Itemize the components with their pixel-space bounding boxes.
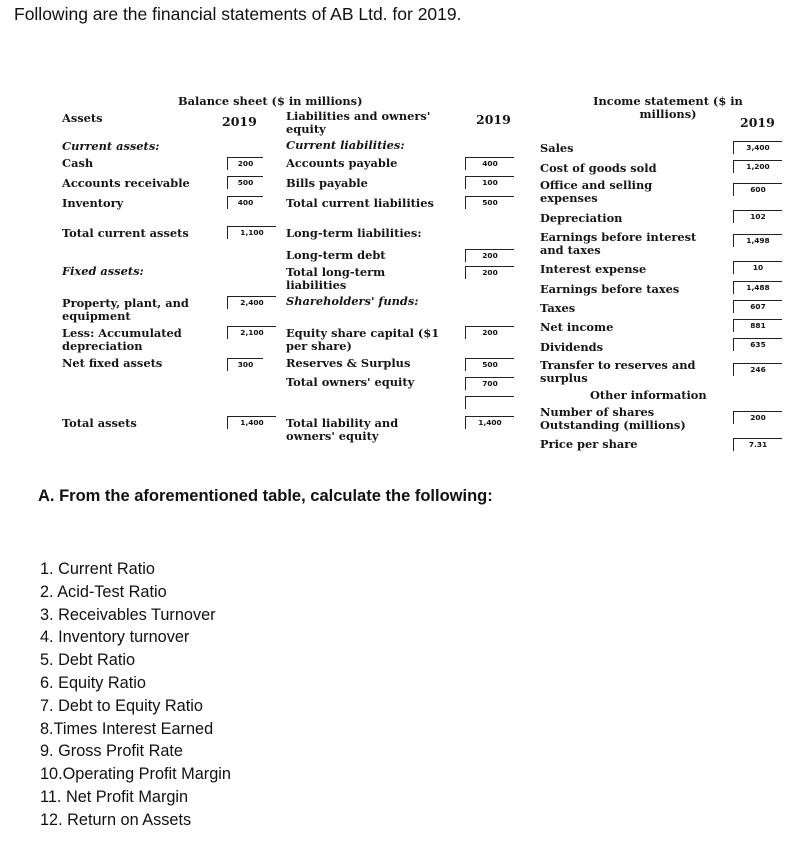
total-liability-equity-value: 1,400 bbox=[465, 416, 514, 429]
depreciation-value: 102 bbox=[733, 210, 782, 223]
total-owners-equity-label: Total owners' equity bbox=[286, 375, 415, 389]
income-statement-year: 2019 bbox=[740, 115, 775, 130]
equity-capital-value: 200 bbox=[465, 326, 514, 339]
inventory-value: 400 bbox=[227, 196, 263, 209]
reserves-value: 500 bbox=[465, 358, 514, 371]
net-income-label: Net income bbox=[540, 320, 614, 334]
total-current-liabilities-value: 500 bbox=[465, 196, 514, 209]
long-term-debt-value: 200 bbox=[465, 249, 514, 262]
task-item: 2. Acid-Test Ratio bbox=[40, 582, 167, 601]
assets-year: 2019 bbox=[222, 114, 257, 129]
net-income-value: 881 bbox=[733, 319, 782, 332]
total-current-assets-label: Total current assets bbox=[62, 226, 189, 240]
liabilities-header: Liabilities and owners' equity bbox=[286, 109, 431, 136]
net-fixed-assets-value: 300 bbox=[227, 358, 263, 371]
ppe-value: 2,400 bbox=[227, 296, 276, 309]
transfer-reserves-value: 246 bbox=[733, 363, 782, 376]
total-owners-equity-value: 700 bbox=[465, 377, 514, 390]
shares-outstanding-value: 200 bbox=[733, 411, 782, 424]
question-heading: A. From the aforementioned table, calculate the following: bbox=[38, 487, 493, 505]
ppe-label: Property, plant, and equipment bbox=[62, 296, 189, 323]
task-item: 12. Return on Assets bbox=[40, 810, 192, 829]
cash-value: 200 bbox=[227, 157, 263, 170]
price-per-share-value: 7.31 bbox=[733, 438, 782, 451]
task-item: 6. Equity Ratio bbox=[40, 673, 146, 692]
task-item: 3. Receivables Turnover bbox=[40, 605, 216, 624]
bills-payable-value: 100 bbox=[465, 176, 514, 189]
total-assets-value: 1,400 bbox=[227, 416, 276, 429]
long-term-liabilities-heading: Long-term liabilities: bbox=[286, 226, 422, 240]
current-assets-heading: Current assets: bbox=[62, 139, 160, 153]
liabilities-year: 2019 bbox=[476, 112, 511, 127]
shareholders-funds-heading: Shareholders' funds: bbox=[286, 294, 419, 308]
sales-label: Sales bbox=[540, 141, 574, 155]
total-assets-label: Total assets bbox=[62, 416, 137, 430]
accumulated-depreciation-value: 2,100 bbox=[227, 326, 276, 339]
interest-expense-label: Interest expense bbox=[540, 262, 647, 276]
task-item: 7. Debt to Equity Ratio bbox=[40, 696, 203, 715]
office-selling-label: Office and selling expenses bbox=[540, 178, 653, 205]
balance-sheet-title: Balance sheet ($ in millions) bbox=[178, 94, 363, 108]
taxes-value: 607 bbox=[733, 300, 782, 313]
total-current-liabilities-label: Total current liabilities bbox=[286, 196, 434, 210]
cash-label: Cash bbox=[62, 156, 94, 170]
dividends-label: Dividends bbox=[540, 340, 604, 354]
accounts-payable-value: 400 bbox=[465, 157, 514, 170]
intro-text: Following are the financial statements of AB Ltd. for 2019. bbox=[14, 4, 462, 24]
total-long-term-liabilities-label: Total long-term liabilities bbox=[286, 265, 386, 292]
interest-expense-value: 10 bbox=[733, 261, 782, 274]
taxes-label: Taxes bbox=[540, 301, 576, 315]
net-fixed-assets-label: Net fixed assets bbox=[62, 356, 163, 370]
total-long-term-liabilities-value: 200 bbox=[465, 266, 514, 279]
equity-capital-label: Equity share capital ($1 per share) bbox=[286, 326, 440, 353]
task-item: 5. Debt Ratio bbox=[40, 651, 136, 670]
task-item: 9. Gross Profit Rate bbox=[40, 742, 183, 761]
reserves-label: Reserves & Surplus bbox=[286, 356, 411, 370]
ebit-label: Earnings before interest and taxes bbox=[540, 230, 697, 257]
office-selling-value: 600 bbox=[733, 183, 782, 196]
ebit-value: 1,498 bbox=[733, 234, 782, 247]
transfer-reserves-label: Transfer to reserves and surplus bbox=[540, 358, 696, 385]
accumulated-depreciation-label: Less: Accumulated depreciation bbox=[62, 326, 182, 353]
income-statement-title: Income statement ($ in millions) bbox=[593, 94, 743, 121]
inventory-label: Inventory bbox=[62, 196, 124, 210]
ar-value: 500 bbox=[227, 176, 263, 189]
task-item: 10.Operating Profit Margin bbox=[40, 765, 231, 784]
fixed-assets-heading: Fixed assets: bbox=[62, 264, 144, 278]
shares-outstanding-label: Number of shares Outstanding (millions) bbox=[540, 405, 686, 432]
task-item: 1. Current Ratio bbox=[40, 560, 155, 578]
total-current-assets-value: 1,100 bbox=[227, 226, 276, 239]
task-item: 4. Inventory turnover bbox=[40, 628, 190, 647]
task-item: 8.Times Interest Earned bbox=[40, 719, 214, 738]
dividends-value: 635 bbox=[733, 338, 782, 351]
total-liability-equity-label: Total liability and owners' equity bbox=[286, 416, 399, 443]
accounts-payable-label: Accounts payable bbox=[286, 156, 398, 170]
cogs-label: Cost of goods sold bbox=[540, 161, 657, 175]
assets-header: Assets bbox=[62, 111, 103, 125]
task-list bbox=[40, 558, 231, 832]
sales-value: 3,400 bbox=[733, 141, 782, 154]
ebt-label: Earnings before taxes bbox=[540, 282, 680, 296]
ar-label: Accounts receivable bbox=[62, 176, 190, 190]
depreciation-label: Depreciation bbox=[540, 211, 623, 225]
other-information-heading: Other information bbox=[590, 388, 707, 402]
blank-cell bbox=[465, 396, 514, 409]
cogs-value: 1,200 bbox=[733, 160, 782, 173]
bills-payable-label: Bills payable bbox=[286, 176, 368, 190]
ebt-value: 1,488 bbox=[733, 281, 782, 294]
current-liabilities-heading: Current liabilities: bbox=[286, 138, 405, 152]
task-item: 11. Net Profit Margin bbox=[40, 787, 189, 806]
long-term-debt-label: Long-term debt bbox=[286, 248, 386, 262]
price-per-share-label: Price per share bbox=[540, 437, 638, 451]
